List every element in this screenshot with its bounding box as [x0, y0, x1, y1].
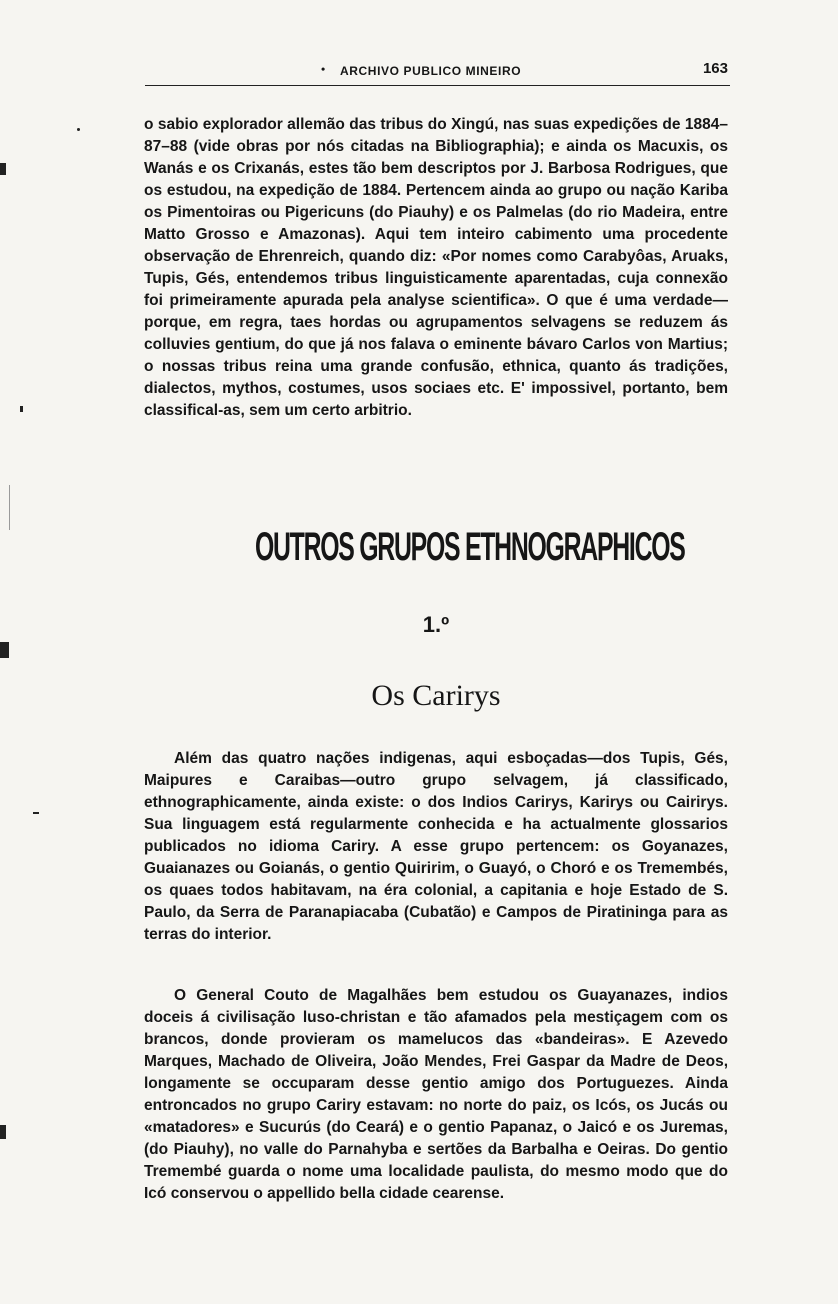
- paragraph-carirys-2: O General Couto de Magalhães bem estudou os Guayanazes, indios doceis á civilisação luso-christan e tão afamados pela mestiçagem com os brancos, donde provieram os mamelucos das «bandeiras». E Azevedo Marques, Machado de Oliveira, João Mendes, Frei Gaspar da Madre de Deos, longamente se occuparam desse gentio amigo dos Portuguezes. Ainda entroncados no grupo Cariry estavam: no norte do paiz, os Icós, os Jucás ou «matadores» e Sucurús (do Ceará) e o gentio Papanaz, o Jaicó e os Juremas, (do Piauhy), no valle do Parnahyba e sertões da Barbalha e Oeiras. Do gentio Tremembé guarda o nome uma localidade paulista, do mesmo modo que do Icó conservou o appellido bella cidade cearense.: [144, 987, 728, 1202]
- paragraph-carirys-1: Além das quatro nações indigenas, aqui esboçadas—dos Tupis, Gés, Maipures e Caraibas—outro grupo selvagem, já classificado, ethnographicamente, ainda existe: o dos Indios Carirys, Karirys ou Cairirys. Sua linguagem está regularmente conhecida e ha actualmente glossarios publicados no idioma Cariry. A esse grupo pertencem: os Goyanazes, Guaianazes ou Goianás, o gentio Quiririm, o Guayó, o Choró e os Tremembés, os quaes todos habitavam, na éra colonial, a capitania e hoje Estado de S. Paulo, da Serra de Paranapiacaba (Cubatão) e Campos de Piratininga para as terras do interior.: [144, 750, 728, 943]
- margin-mark: [9, 485, 10, 530]
- margin-mark: [77, 128, 80, 131]
- header-rule: [145, 85, 730, 86]
- margin-mark: [0, 642, 9, 658]
- page-number: 163: [702, 60, 728, 77]
- margin-mark: [0, 163, 6, 175]
- running-header-title: ARCHIVO PUBLICO MINEIRO: [340, 64, 522, 78]
- margin-mark: [20, 406, 23, 412]
- section-subtitle: Os Carirys: [371, 679, 501, 712]
- paragraph-intro: o sabio explorador allemão das tribus do Xingú, nas suas expedições de 1884–87–88 (vide obras por nós citadas na Bibliographia); e ainda os Macuxis, os Wanás e os Crixanás, estes tão bem descriptos por J. Barbosa Rodrigues, que os estudou, na expedição de 1884. Pertencem ainda ao grupo ou nação Kariba os Pimentoiras ou Pigericuns (do Piauhy) e os Palmelas (do rio Madeira, entre Matto Grosso e Amazonas). Aqui tem inteiro cabimento uma procedente observação de Ehrenreich, quando diz: «Por nomes como Carabyôas, Aruaks, Tupis, Gés, entendemos tribus linguisticamente aparentadas, cuja connexão foi primeiramente apurada pela analyse scientifica». O que é uma verdade—porque, em regra, taes hordas ou agrupamentos selvagens se reduzem ás colluvies gentium, do que já nos falava o eminente bávaro Carlos von Martius; o nossas tribus reina uma grande confusão, ethnica, quanto ás tradições, dialectos, mythos, costumes, usos sociaes etc. E' impossivel, portanto, bem classifical-as, sem um certo arbitrio.: [144, 116, 728, 419]
- margin-mark: [33, 812, 39, 814]
- margin-mark: [0, 1125, 6, 1139]
- section-number: 1.º: [422, 612, 450, 637]
- section-heading: OUTROS GRUPOS ETHNOGRAPHICOS: [254, 525, 685, 569]
- running-header: [145, 60, 730, 86]
- header-bullet: •: [321, 62, 326, 76]
